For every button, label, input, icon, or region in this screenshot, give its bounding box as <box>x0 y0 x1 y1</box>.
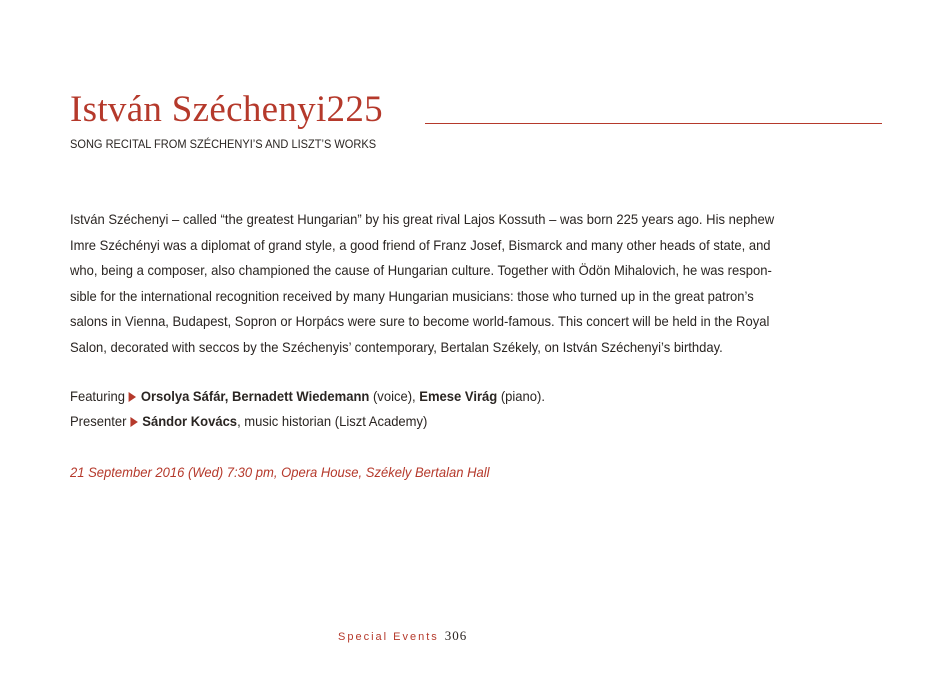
presenter-row <box>70 409 545 434</box>
paragraph-line: Salon, decorated with seccos by the Széchenyis’ contemporary, Bertalan Székely, on István Széchenyi’s birthday. <box>70 338 723 355</box>
credits-block <box>70 384 581 434</box>
page-title: István Széchenyi225 <box>70 89 383 130</box>
title-divider <box>425 123 882 124</box>
featuring-label: Featuring <box>70 388 126 404</box>
page-footer <box>338 627 467 645</box>
description-paragraph <box>70 207 890 360</box>
featuring-piano-role: (piano). <box>497 388 545 404</box>
featuring-pianist: Emese Virág <box>419 388 498 404</box>
featuring-row <box>70 384 545 409</box>
event-date-venue: 21 September 2016 (Wed) 7:30 pm, Opera House, Székely Bertalan Hall <box>70 464 490 480</box>
featuring-singers: Orsolya Sáfár, Bernadett Wiedemann <box>140 388 370 404</box>
paragraph-line: who, being a composer, also championed the cause of Hungarian culture. Together with Ödön Mihalovich, he was respon- <box>70 262 772 278</box>
right-triangle-icon <box>130 417 137 427</box>
paragraph-line: salons in Vienna, Budapest, Sopron or Horpács were sure to become world-famous. This concert will be held in the Royal <box>70 313 770 329</box>
page-subtitle: SONG RECITAL FROM SZÉCHENYI’S AND LISZT’S WORKS <box>70 137 377 151</box>
footer-section-name: Special Events <box>338 631 439 643</box>
featuring-voice-role: (voice), <box>369 388 420 404</box>
title-row <box>70 88 882 134</box>
paragraph-line: sible for the international recognition received by many Hungarian musicians: those who turned up in the great patron’s <box>70 287 754 304</box>
paragraph-line: István Széchenyi – called “the greatest Hungarian” by his great rival Lajos Kossuth – was born 225 years ago. His nephew <box>70 211 775 227</box>
presenter-role: , music historian (Liszt Academy) <box>237 413 428 429</box>
presenter-label: Presenter <box>70 413 127 429</box>
right-triangle-icon <box>129 392 136 402</box>
presenter-name: Sándor Kovács <box>142 413 238 429</box>
paragraph-line: Imre Széchényi was a diplomat of grand style, a good friend of Franz Josef, Bismarck and many other heads of state, and <box>70 236 771 253</box>
page-number: 306 <box>444 628 468 643</box>
